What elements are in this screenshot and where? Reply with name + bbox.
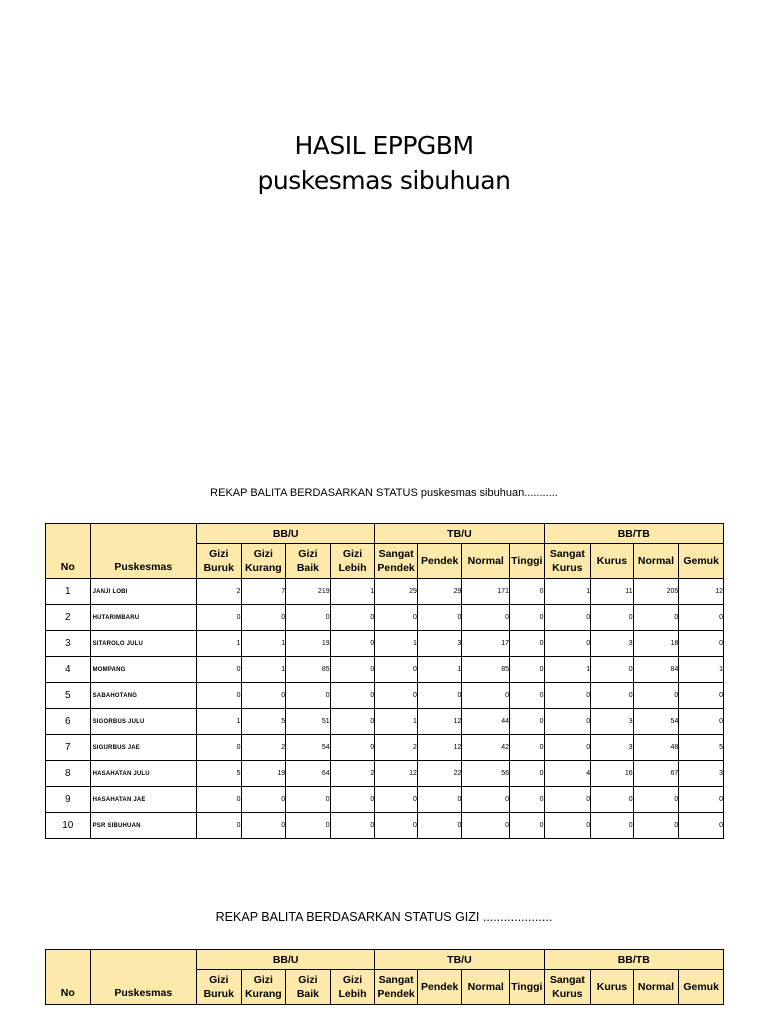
table1-caption: REKAP BALITA BERDASARKAN STATUS puskesmas sibuhuan...........	[210, 487, 558, 499]
value-cell: 0	[417, 683, 462, 709]
value-cell: 0	[330, 657, 375, 683]
header-normal-bbtb: Normal	[633, 544, 679, 579]
header-sangat-pendek: Sangat Pendek	[375, 970, 418, 1005]
value-cell: 12	[679, 579, 724, 605]
value-cell: 0	[462, 813, 510, 839]
value-cell: 0	[462, 605, 510, 631]
value-cell: 22	[417, 761, 462, 787]
value-cell: 0	[330, 605, 375, 631]
value-cell: 0	[679, 631, 724, 657]
header-group-tbu: TB/U	[375, 950, 544, 970]
value-cell: 0	[330, 709, 375, 735]
header-pendek: Pendek	[417, 544, 462, 579]
value-cell: 0	[591, 683, 634, 709]
value-cell: 0	[196, 813, 241, 839]
header-no: No	[46, 524, 91, 579]
value-cell: 54	[633, 709, 679, 735]
value-cell: 44	[462, 709, 510, 735]
value-cell: 85	[462, 657, 510, 683]
value-cell: 4	[544, 761, 591, 787]
row-number: 8	[46, 761, 91, 787]
header-sangat-kurus: Sangat Kurus	[544, 544, 591, 579]
value-cell: 1	[544, 579, 591, 605]
value-cell: 16	[591, 761, 634, 787]
puskesmas-name: MOMPANG	[90, 657, 196, 683]
value-cell: 0	[330, 683, 375, 709]
value-cell: 1	[375, 709, 418, 735]
table-row	[46, 657, 724, 683]
header-group-bbu: BB/U	[196, 950, 374, 970]
value-cell: 0	[510, 631, 544, 657]
header-normal-bbtb: Normal	[633, 970, 679, 1005]
header-gizi-baik: Gizi Baik	[286, 970, 331, 1005]
value-cell: 0	[241, 683, 286, 709]
value-cell: 0	[330, 631, 375, 657]
value-cell: 5	[679, 735, 724, 761]
value-cell: 12	[375, 761, 418, 787]
value-cell: 0	[462, 683, 510, 709]
value-cell: 7	[241, 579, 286, 605]
value-cell: 0	[417, 813, 462, 839]
row-number: 3	[46, 631, 91, 657]
puskesmas-name: HASAHATAN JULU	[90, 761, 196, 787]
value-cell: 0	[679, 813, 724, 839]
value-cell: 0	[375, 605, 418, 631]
value-cell: 0	[544, 631, 591, 657]
header-puskesmas: Puskesmas	[90, 950, 196, 1005]
table-row	[46, 605, 724, 631]
value-cell: 0	[330, 787, 375, 813]
table-row	[46, 787, 724, 813]
header-kurus: Kurus	[591, 970, 634, 1005]
value-cell: 0	[544, 709, 591, 735]
row-number: 1	[46, 579, 91, 605]
value-cell: 0	[633, 683, 679, 709]
header-tinggi: Tinggi	[510, 970, 544, 1005]
table-row	[46, 579, 724, 605]
header-tinggi: Tinggi	[510, 544, 544, 579]
table-row	[46, 709, 724, 735]
header-no: No	[46, 950, 91, 1005]
puskesmas-name: SITAROLO JULU	[90, 631, 196, 657]
value-cell: 0	[633, 605, 679, 631]
value-cell: 1	[544, 657, 591, 683]
value-cell: 0	[462, 787, 510, 813]
header-pendek: Pendek	[417, 970, 462, 1005]
value-cell: 1	[679, 657, 724, 683]
value-cell: 0	[544, 813, 591, 839]
value-cell: 0	[510, 761, 544, 787]
value-cell: 0	[510, 813, 544, 839]
table2-caption: REKAP BALITA BERDASARKAN STATUS GIZI ....................	[215, 910, 553, 924]
header-group-bbtb: BB/TB	[544, 524, 723, 544]
value-cell: 0	[241, 813, 286, 839]
row-number: 10	[46, 813, 91, 839]
puskesmas-name: SIGORBUS JULU	[90, 709, 196, 735]
header-normal-tbu: Normal	[462, 970, 510, 1005]
value-cell: 0	[241, 787, 286, 813]
value-cell: 12	[417, 709, 462, 735]
row-number: 2	[46, 605, 91, 631]
header-group-tbu: TB/U	[375, 524, 544, 544]
value-cell: 0	[375, 657, 418, 683]
value-cell: 0	[286, 787, 331, 813]
value-cell: 0	[633, 787, 679, 813]
table-row	[46, 735, 724, 761]
value-cell: 0	[196, 683, 241, 709]
header-sangat-pendek: Sangat Pendek	[375, 544, 418, 579]
value-cell: 5	[241, 709, 286, 735]
value-cell: 1	[196, 709, 241, 735]
header-group-bbu: BB/U	[196, 524, 374, 544]
page-subtitle: puskesmas sibuhuan	[257, 166, 511, 195]
value-cell: 12	[417, 735, 462, 761]
table1-body	[46, 579, 724, 839]
header-sangat-kurus: Sangat Kurus	[544, 970, 591, 1005]
value-cell: 0	[196, 735, 241, 761]
header-gizi-kurang: Gizi Kurang	[241, 970, 286, 1005]
value-cell: 56	[462, 761, 510, 787]
value-cell: 0	[417, 605, 462, 631]
header-gemuk: Gemuk	[679, 544, 724, 579]
table-row	[46, 761, 724, 787]
value-cell: 11	[591, 579, 634, 605]
value-cell: 0	[510, 709, 544, 735]
header-gizi-kurang: Gizi Kurang	[241, 544, 286, 579]
table-row	[46, 683, 724, 709]
value-cell: 2	[196, 579, 241, 605]
puskesmas-name: JANJI LOBI	[90, 579, 196, 605]
value-cell: 0	[330, 813, 375, 839]
value-cell: 219	[286, 579, 331, 605]
table-row	[46, 631, 724, 657]
value-cell: 51	[286, 709, 331, 735]
value-cell: 0	[633, 813, 679, 839]
value-cell: 0	[679, 709, 724, 735]
header-kurus: Kurus	[591, 544, 634, 579]
header-gizi-lebih: Gizi Lebih	[330, 970, 375, 1005]
value-cell: 1	[330, 579, 375, 605]
header-gizi-buruk: Gizi Buruk	[196, 544, 241, 579]
value-cell: 205	[633, 579, 679, 605]
header-gizi-buruk: Gizi Buruk	[196, 970, 241, 1005]
value-cell: 0	[286, 605, 331, 631]
value-cell: 3	[591, 735, 634, 761]
value-cell: 0	[286, 683, 331, 709]
value-cell: 42	[462, 735, 510, 761]
page-title: HASIL EPPGBM	[294, 131, 474, 160]
value-cell: 0	[286, 813, 331, 839]
value-cell: 0	[196, 605, 241, 631]
value-cell: 0	[510, 735, 544, 761]
value-cell: 1	[241, 631, 286, 657]
puskesmas-name: HASAHATAN JAE	[90, 787, 196, 813]
value-cell: 29	[417, 579, 462, 605]
value-cell: 0	[544, 735, 591, 761]
value-cell: 67	[633, 761, 679, 787]
value-cell: 19	[241, 761, 286, 787]
row-number: 9	[46, 787, 91, 813]
value-cell: 0	[196, 787, 241, 813]
value-cell: 84	[633, 657, 679, 683]
rekap-table-status	[45, 523, 724, 839]
value-cell: 0	[241, 605, 286, 631]
value-cell: 3	[679, 761, 724, 787]
value-cell: 18	[633, 631, 679, 657]
value-cell: 0	[375, 683, 418, 709]
value-cell: 48	[633, 735, 679, 761]
value-cell: 1	[417, 657, 462, 683]
value-cell: 0	[375, 813, 418, 839]
table-row	[46, 813, 724, 839]
value-cell: 54	[286, 735, 331, 761]
puskesmas-name: SIGURBUS JAE	[90, 735, 196, 761]
value-cell: 0	[510, 579, 544, 605]
value-cell: 0	[417, 787, 462, 813]
value-cell: 0	[510, 657, 544, 683]
value-cell: 19	[286, 631, 331, 657]
value-cell: 171	[462, 579, 510, 605]
puskesmas-name: SABAHOTANG	[90, 683, 196, 709]
value-cell: 0	[330, 735, 375, 761]
value-cell: 0	[591, 657, 634, 683]
value-cell: 0	[510, 605, 544, 631]
value-cell: 0	[679, 605, 724, 631]
value-cell: 29	[375, 579, 418, 605]
row-number: 5	[46, 683, 91, 709]
value-cell: 5	[196, 761, 241, 787]
value-cell: 3	[591, 709, 634, 735]
puskesmas-name: HUTARIMBARU	[90, 605, 196, 631]
value-cell: 1	[241, 657, 286, 683]
value-cell: 0	[679, 787, 724, 813]
value-cell: 0	[544, 787, 591, 813]
value-cell: 0	[510, 683, 544, 709]
header-normal-tbu: Normal	[462, 544, 510, 579]
header-gemuk: Gemuk	[679, 970, 724, 1005]
header-puskesmas: Puskesmas	[90, 524, 196, 579]
value-cell: 0	[544, 683, 591, 709]
value-cell: 0	[544, 605, 591, 631]
puskesmas-name: PSR SIBUHUAN	[90, 813, 196, 839]
value-cell: 2	[241, 735, 286, 761]
row-number: 7	[46, 735, 91, 761]
rekap-table-status-gizi	[45, 949, 724, 1005]
value-cell: 17	[462, 631, 510, 657]
value-cell: 0	[591, 605, 634, 631]
value-cell: 3	[591, 631, 634, 657]
value-cell: 3	[417, 631, 462, 657]
value-cell: 0	[196, 657, 241, 683]
value-cell: 0	[375, 787, 418, 813]
row-number: 4	[46, 657, 91, 683]
value-cell: 64	[286, 761, 331, 787]
value-cell: 2	[375, 735, 418, 761]
value-cell: 85	[286, 657, 331, 683]
value-cell: 0	[591, 787, 634, 813]
header-group-bbtb: BB/TB	[544, 950, 723, 970]
header-gizi-baik: Gizi Baik	[286, 544, 331, 579]
row-number: 6	[46, 709, 91, 735]
header-gizi-lebih: Gizi Lebih	[330, 544, 375, 579]
value-cell: 1	[375, 631, 418, 657]
value-cell: 0	[510, 787, 544, 813]
value-cell: 2	[330, 761, 375, 787]
value-cell: 0	[591, 813, 634, 839]
value-cell: 0	[679, 683, 724, 709]
value-cell: 1	[196, 631, 241, 657]
